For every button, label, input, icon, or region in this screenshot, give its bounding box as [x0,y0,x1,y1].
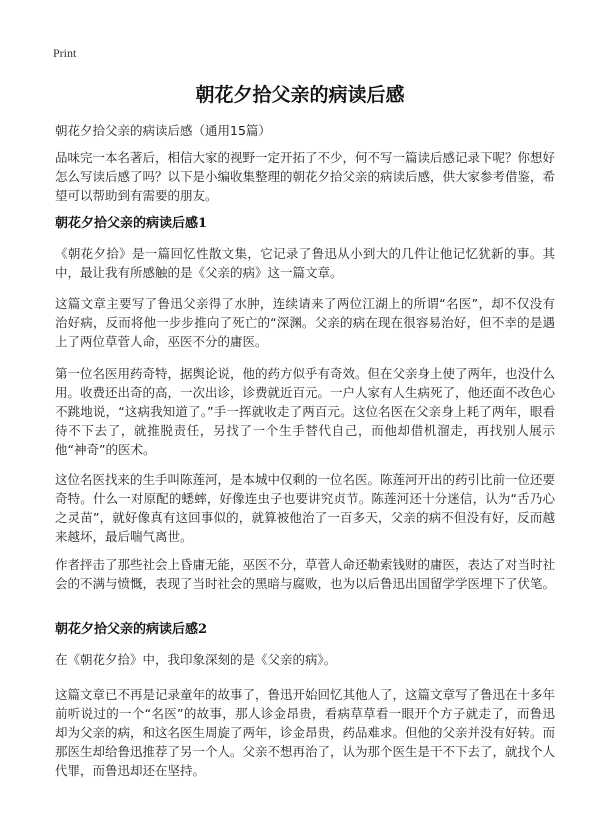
page-title: 朝花夕拾父亲的病读后感 [195,84,405,106]
section-1-paragraph: 这位名医找来的生手叫陈莲河，是本城中仅剩的一位名医。陈莲河开出的药引比前一位还要奇特。什么一对原配的蟋蟀，好像连虫子也要讲究贞节。陈莲河还十分迷信，认为“舌乃心之灵苗”，就好像真有这回事似的，就算被他治了一百多天，父亲的病不但没有好，反而越来越坏，最后喘气离世。 [55,472,556,544]
section-1-paragraph: 作者抨击了那些社会上昏庸无能，巫医不分，草菅人命还勒索钱财的庸医，表达了对当时社会的不满与愤慨，表现了当时社会的黑暗与腐败，也为以后鲁迅出国留学学医埋下了伏笔。 [55,557,556,591]
section-1-paragraph: 这篇文章主要写了鲁迅父亲得了水肿，连续请来了两位江湖上的所谓“名医”，却不仅没有治好病，反而将他一步步推向了死亡的“深渊。父亲的病在现在很容易治好，但不幸的是遇上了两位草菅人命，巫医不分的庸医。 [55,296,555,349]
section-2-paragraph: 这篇文章已不再是记录童年的故事了，鲁迅开始回忆其他人了，这篇文章写了鲁迅在十多年前听说过的一个“名医”的故事，那人诊金昂贵，看病草草看一眼开个方子就走了，而鲁迅却为父亲的病，和这名医生周旋了两年，诊金昂贵，药品难求。但他的父亲并没有好转。而那医生却给鲁迅推荐了另一个人。父亲不想再治了，认为那个医生是干不下去了，就找个人代罪，而鲁迅却还在坚持。 [55,687,556,778]
section-1-heading: 朝花夕拾父亲的病读后感1 [55,216,208,231]
section-1-paragraph: 第一位名医用药奇特，据舆论说，他的药方似乎有奇效。但在父亲身上使了两年，也没什么用。收费还出奇的高，一次出诊，诊费就近百元。一户人家有人生病死了，他还面不改色心不跳地说，“这病我知道了。”手一挥就收走了两百元。这位名医在父亲身上耗了两年，眼看待不下去了，就推脱责任，另找了一个生手替代自己，而他却借机溜走，再找别人展示他“神奇”的医术。 [55,366,556,457]
section-1-paragraph: 《朝花夕拾》是一篇回忆性散文集，它记录了鲁迅从小到大的几件让他记忆犹新的事。其中，最让我有所感触的是《父亲的病》这一篇文章。 [55,246,555,280]
page-subtitle: 朝花夕拾父亲的病读后感（通用15篇） [55,123,271,138]
print-link[interactable]: Print [53,46,77,60]
section-2-heading: 朝花夕拾父亲的病读后感2 [55,622,208,637]
intro-paragraph: 品味完一本名著后，相信大家的视野一定开拓了不少，何不写一篇读后感记录下呢？你想好怎么写读后感了吗？以下是小编收集整理的朝花夕拾父亲的病读后感，供大家参考借鉴，希望可以帮助到有需要的朋友。 [55,150,556,203]
section-2-paragraph: 在《朝花夕拾》中，我印象深刻的是《父亲的病》。 [55,652,337,667]
